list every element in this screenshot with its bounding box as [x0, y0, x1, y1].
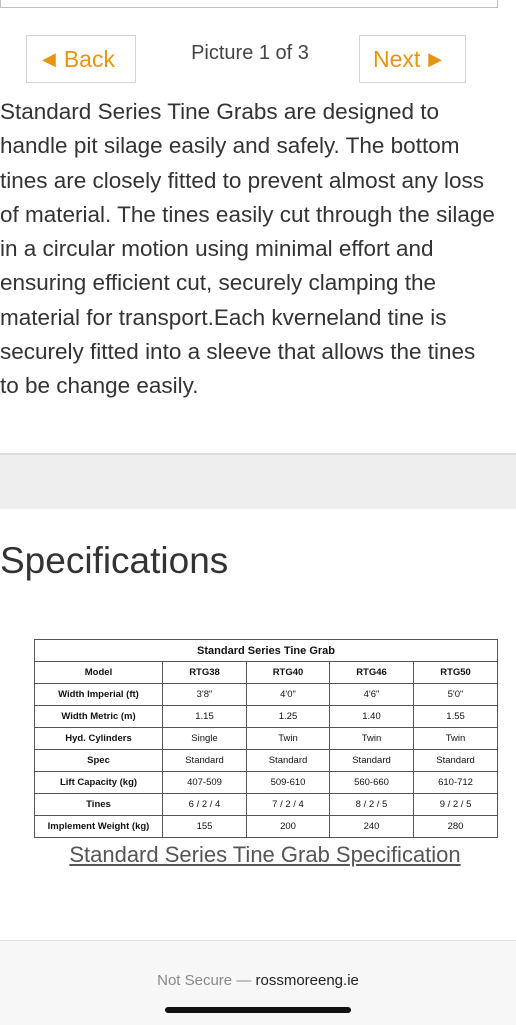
table-cell: 560-660 — [330, 772, 414, 794]
description-line: material for transport.Each kverneland tine is — [0, 304, 447, 330]
table-row-label: Width Imperial (ft) — [35, 684, 163, 706]
table-cell: 5'0" — [414, 684, 498, 706]
table-cell: 200 — [247, 816, 330, 838]
table-cell: Standard — [163, 750, 247, 772]
table-cell: 509-610 — [247, 772, 330, 794]
table-cell: 4'0" — [247, 684, 330, 706]
table-row-label: Spec — [35, 750, 163, 772]
table-caption: Standard Series Tine Grab — [35, 640, 498, 662]
table-cell: 155 — [163, 816, 247, 838]
table-cell: 280 — [414, 816, 498, 838]
table-cell: Twin — [247, 728, 330, 750]
back-button-label: Back — [63, 45, 115, 72]
description-line: of material. The tines easily cut through the silage — [0, 201, 495, 227]
table-row — [35, 816, 498, 838]
table-cell: 1.25 — [247, 706, 330, 728]
table-cell: Twin — [330, 728, 414, 750]
table-cell: 1.40 — [330, 706, 414, 728]
description-line: Standard Series Tine Grabs are designed to — [0, 99, 440, 124]
table-row — [35, 794, 498, 816]
table-header-cell: RTG50 — [414, 662, 498, 684]
table-cell: 7 / 2 / 4 — [247, 794, 330, 816]
not-secure-label: Not Secure — — [157, 972, 256, 989]
next-arrow-icon: ▶ — [428, 48, 443, 69]
description-line: handle pit silage easily and safely. The bottom — [0, 133, 460, 159]
table-cell: 9 / 2 / 5 — [414, 794, 498, 816]
specification-table — [34, 639, 498, 838]
table-cell: 1.55 — [414, 706, 498, 728]
table-cell: Standard — [247, 750, 330, 772]
table-cell: Standard — [330, 750, 414, 772]
table-row-label: Tines — [35, 794, 163, 816]
picture-counter: Picture 1 of 3 — [191, 42, 309, 64]
table-cell: 6 / 2 / 4 — [163, 794, 247, 816]
table-cell: 8 / 2 / 5 — [330, 794, 414, 816]
table-row-label: Width Metric (m) — [35, 706, 163, 728]
table-cell: 610-712 — [414, 772, 498, 794]
table-row — [35, 706, 498, 728]
back-button[interactable] — [26, 35, 136, 83]
home-indicator — [165, 1007, 351, 1013]
table-row-label: Implement Weight (kg) — [35, 816, 163, 838]
table-cell: 4'6" — [330, 684, 414, 706]
table-header-row — [35, 662, 498, 684]
previous-section-frame — [0, 0, 498, 8]
table-row — [35, 772, 498, 794]
next-button-label: Next — [373, 45, 421, 72]
next-button[interactable] — [359, 35, 466, 83]
table-header-cell: RTG40 — [247, 662, 330, 684]
description-line: to be change easily. — [0, 373, 199, 399]
table-header-cell: RTG46 — [330, 662, 414, 684]
table-cell: Single — [163, 728, 247, 750]
description-line: in a circular motion using minimal effort and — [0, 236, 434, 262]
table-row — [35, 684, 498, 706]
product-description — [0, 95, 516, 404]
table-cell: 1.15 — [163, 706, 247, 728]
table-row-label: Lift Capacity (kg) — [35, 772, 163, 794]
specification-link[interactable]: Standard Series Tine Grab Specification — [69, 842, 461, 867]
description-line: ensuring efficient cut, securely clamping the — [0, 270, 437, 296]
table-cell: 3'8" — [163, 684, 247, 706]
table-header-cell: Model — [35, 662, 163, 684]
table-cell: Twin — [414, 728, 498, 750]
table-cell: Standard — [414, 750, 498, 772]
table-row-label: Hyd. Cylinders — [35, 728, 163, 750]
url-domain: rossmoreeng.ie — [255, 972, 359, 989]
description-line: tines are closely fitted to prevent almost any loss — [0, 167, 484, 193]
table-cell: 407-509 — [163, 772, 247, 794]
description-line: securely fitted into a sleeve that allows the tines — [0, 339, 476, 365]
table-caption-row — [35, 640, 498, 662]
table-row — [35, 750, 498, 772]
table-cell: 240 — [330, 816, 414, 838]
section-separator — [0, 453, 516, 509]
table-row — [35, 728, 498, 750]
url-bar[interactable] — [0, 972, 516, 989]
specifications-heading: Specifications — [0, 540, 229, 581]
table-header-cell: RTG38 — [163, 662, 247, 684]
back-arrow-icon: ◀ — [42, 48, 56, 69]
